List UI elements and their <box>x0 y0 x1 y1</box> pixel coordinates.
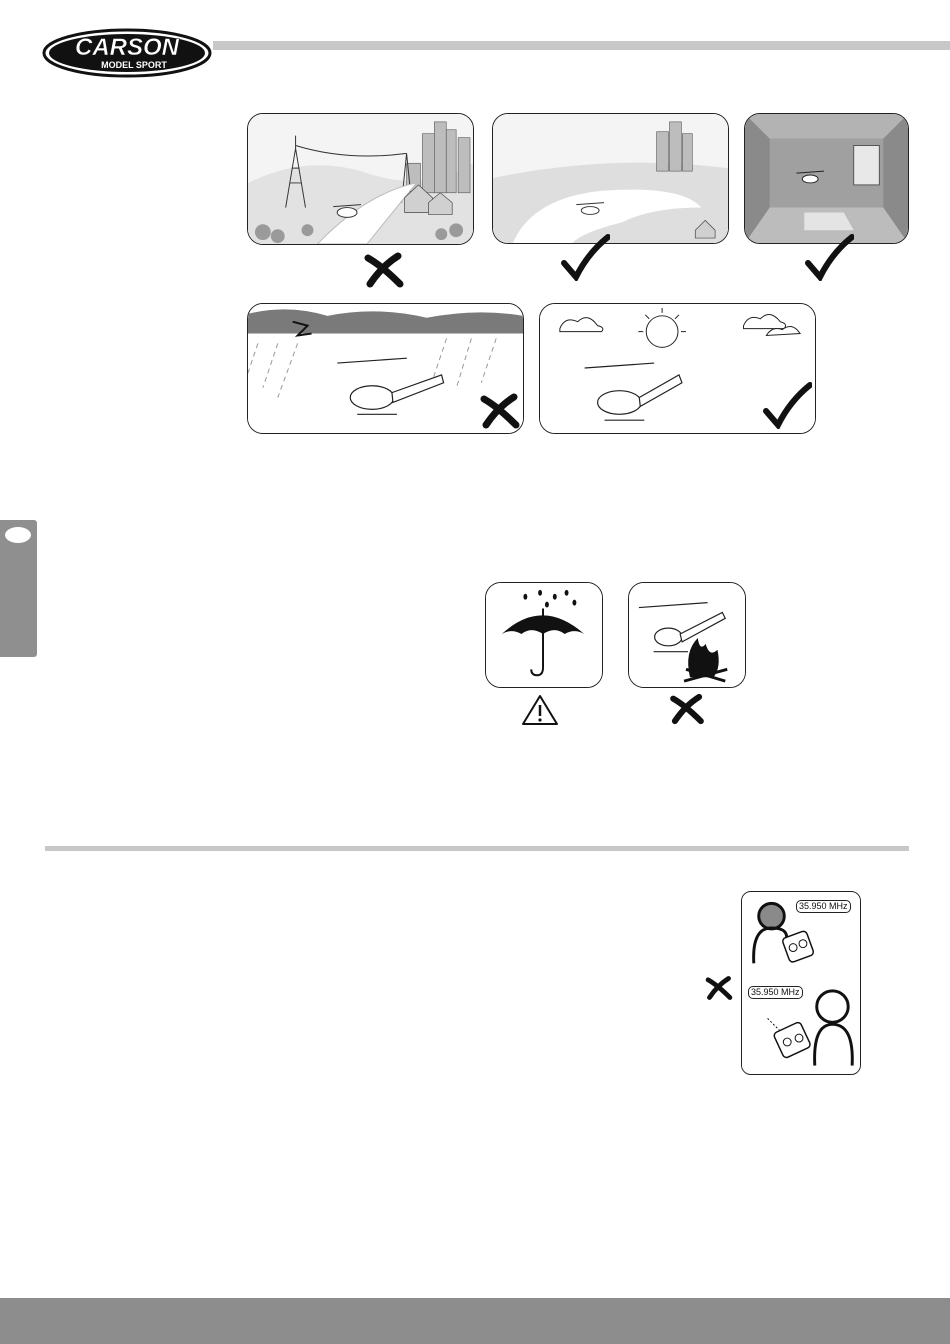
footer-bar <box>0 1298 950 1344</box>
cross-mark-icon <box>362 252 406 288</box>
scene-power-lines <box>247 113 474 245</box>
fire-hazard-pictogram <box>628 582 746 688</box>
check-mark-icon <box>560 233 610 281</box>
section-divider <box>45 846 909 851</box>
scene-indoor-room <box>744 113 909 244</box>
side-tab-marker <box>5 527 31 543</box>
umbrella-pictogram <box>485 582 603 688</box>
cross-mark-icon <box>478 393 522 429</box>
header-rule <box>213 41 950 50</box>
brand-tagline: MODEL SPORT <box>101 60 167 70</box>
cross-mark-icon <box>668 693 706 725</box>
cross-mark-icon <box>704 975 734 1001</box>
brand-name: CARSON <box>74 34 180 61</box>
warning-triangle-icon <box>520 693 560 727</box>
frequency-conflict-illustration <box>741 891 861 1075</box>
carson-logo <box>42 28 212 78</box>
scene-open-field <box>492 113 729 244</box>
check-mark-icon <box>762 381 812 429</box>
frequency-label: 35.950 MHz <box>748 986 803 999</box>
check-mark-icon <box>804 233 854 281</box>
frequency-label: 35.950 MHz <box>796 900 851 913</box>
